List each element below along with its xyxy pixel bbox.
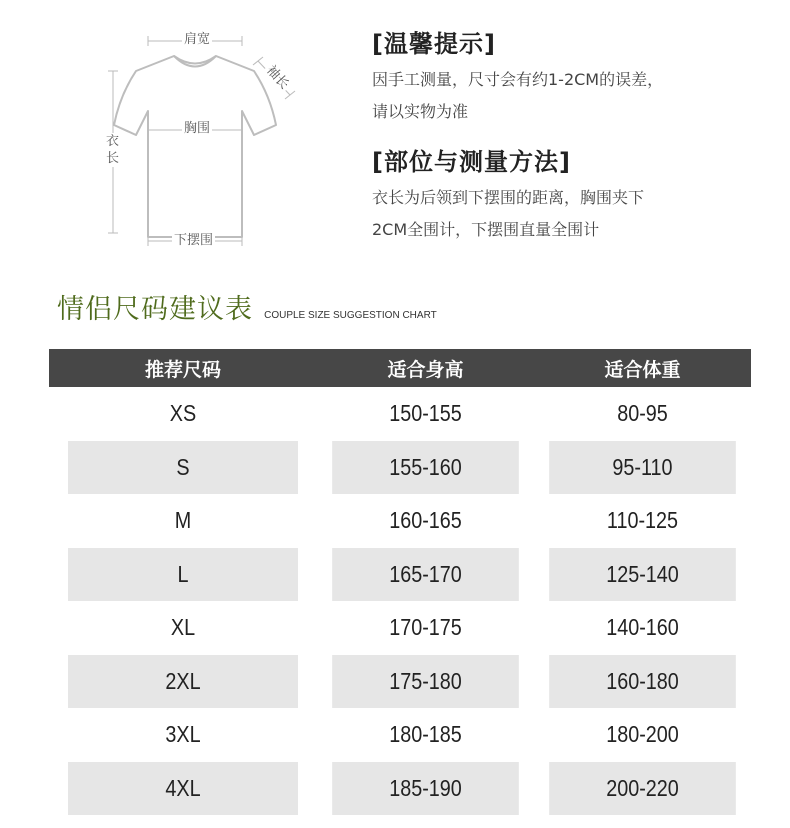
- table-row: [49, 601, 751, 655]
- table-row: [49, 708, 751, 762]
- tshirt-measure-diagram: [90, 25, 320, 260]
- method-line-2: 2CM全围计，下摆围直量全围计: [372, 220, 600, 239]
- table-header-row: [49, 349, 751, 387]
- tip-line-1: 因手工测量，尺寸会有约1-2CM的误差，: [372, 70, 664, 89]
- method-title: [部位与测量方法]: [372, 148, 571, 176]
- size-cell: 3XL: [165, 721, 201, 748]
- height-cell: 180-185: [389, 721, 462, 748]
- size-cell: 4XL: [68, 762, 298, 816]
- col-header-size: 推荐尺码: [49, 349, 317, 387]
- tip-line-2: 请以实物为准: [372, 102, 469, 121]
- measurement-notes: [372, 28, 772, 246]
- table-row: [49, 494, 751, 548]
- col-header-height: 适合身高: [317, 349, 534, 387]
- chest-label: 胸围: [184, 121, 211, 136]
- height-cell: 165-170: [332, 548, 519, 602]
- table-row: [49, 655, 751, 709]
- chart-heading: [57, 287, 437, 326]
- hem-label: 下摆围: [174, 233, 214, 248]
- height-cell: 150-155: [389, 400, 462, 427]
- size-table: [49, 349, 751, 815]
- weight-cell: 110-125: [606, 507, 679, 534]
- size-cell: M: [174, 507, 192, 534]
- weight-cell: 200-220: [549, 762, 736, 816]
- size-cell: S: [68, 441, 298, 495]
- table-row: [49, 762, 751, 816]
- weight-cell: 140-160: [606, 614, 679, 641]
- method-block: [372, 146, 772, 246]
- shoulder-width-label: 肩宽: [184, 32, 211, 47]
- tshirt-outline-icon: [90, 25, 320, 260]
- sleeve-length-label: 袖长: [263, 62, 292, 93]
- size-cell: XS: [169, 400, 197, 427]
- table-row: [49, 441, 751, 495]
- size-cell: 2XL: [68, 655, 298, 709]
- weight-cell: 80-95: [617, 400, 668, 427]
- size-cell: L: [68, 548, 298, 602]
- height-cell: 170-175: [389, 614, 462, 641]
- weight-cell: 160-180: [549, 655, 736, 709]
- height-cell: 175-180: [332, 655, 519, 709]
- table-row: [49, 548, 751, 602]
- table-row: [49, 387, 751, 441]
- weight-cell: 180-200: [606, 721, 679, 748]
- tip-text: [372, 64, 772, 128]
- col-header-weight: 适合体重: [534, 349, 751, 387]
- height-cell: 160-165: [389, 507, 462, 534]
- weight-cell: 95-110: [549, 441, 736, 495]
- chart-title: 情侣尺码建议表: [57, 294, 253, 325]
- height-cell: 185-190: [332, 762, 519, 816]
- method-text: [372, 182, 772, 246]
- method-line-1: 衣长为后领到下摆围的距离，胸围夹下: [372, 188, 645, 207]
- tip-title: [温馨提示]: [372, 30, 496, 58]
- length-label: 衣长: [106, 134, 120, 166]
- weight-cell: 125-140: [549, 548, 736, 602]
- size-cell: XL: [170, 614, 196, 641]
- height-cell: 155-160: [332, 441, 519, 495]
- chart-subtitle: COUPLE SIZE SUGGESTION CHART: [264, 310, 437, 321]
